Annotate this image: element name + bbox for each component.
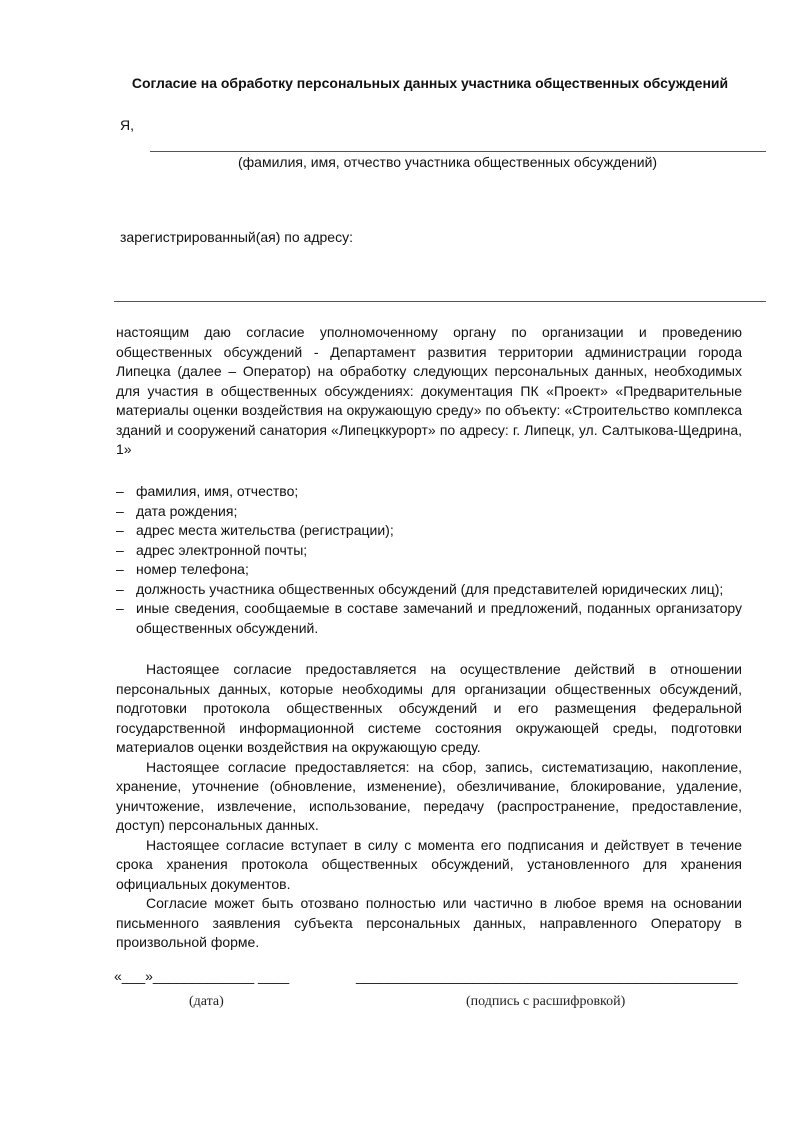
list-item-text: фамилия, имя, отчество;	[136, 483, 299, 499]
list-dash: –	[116, 561, 124, 577]
fio-caption: (фамилия, имя, отчество участника общественных обсуждений)	[238, 154, 658, 170]
list-item-text: адрес электронной почты;	[136, 541, 308, 558]
list-item	[116, 599, 742, 638]
list-item	[116, 521, 742, 541]
paragraph-revocation: Согласие может быть отозвано полностью или частично в любое время на основании письменного заявления субъекта персональных данных, направленного Оператору в произвольной форме.	[116, 895, 742, 950]
list-dash: –	[116, 580, 124, 597]
terms-paragraphs	[116, 660, 742, 953]
list-item-text: дата рождения;	[136, 502, 238, 519]
list-item	[116, 482, 742, 502]
signature-caption: (подпись с расшифровкой)	[466, 994, 626, 1009]
list-dash: –	[116, 541, 124, 558]
paragraph-validity: Настоящее согласие вступает в силу с момента его подписания и действует в течение срока хранения протокола общественных обсуждений, установленного для хранения официальных документов.	[116, 836, 742, 892]
list-item	[116, 502, 742, 522]
list-item	[116, 560, 742, 580]
list-item-text: должность участника общественных обсуждений (для представителей юридических лиц);	[136, 580, 724, 597]
list-dash: –	[116, 522, 124, 538]
address-line	[114, 301, 766, 302]
date-line: «___»_____________ ____	[114, 968, 290, 984]
personal-data-list	[116, 482, 742, 638]
list-item-text: номер телефона;	[136, 561, 249, 577]
paragraph-purpose: Настоящее согласие предоставляется на осуществление действий в отношении персональных данных, которые необходимы для организации общественных обсуждений, подготовки протокола общественных обсуждений и его размещения федеральной государственной информационной системе состояния окружающей среды, подготовки материалов оценки воздействия на окружающую среду.	[116, 661, 742, 755]
registered-address-label: зарегистрированный(ая) по адресу:	[120, 229, 353, 245]
fio-line	[150, 151, 766, 152]
ya-label: Я,	[120, 117, 134, 133]
signature-line: _________________________________________________	[356, 968, 738, 984]
list-dash: –	[116, 483, 124, 499]
document-title: Согласие на обработку персональных данных участника общественных обсуждений	[131, 75, 729, 91]
list-item-text: адрес места жительства (регистрации);	[136, 522, 394, 538]
list-item	[116, 580, 742, 600]
list-dash: –	[116, 502, 124, 519]
list-dash: –	[116, 600, 124, 616]
list-item	[116, 541, 742, 561]
list-item-text: иные сведения, сообщаемые в составе замечаний и предложений, поданных организатору общественных обсуждений.	[136, 600, 742, 636]
paragraph-actions: Настоящее согласие предоставляется: на сбор, запись, систематизацию, накопление, хранение, уточнение (обновление, изменение), обезличивание, блокирование, удаление, уничтожение, извлечение, использование, передачу (распространение, предоставление, доступ) персональных данных.	[116, 758, 742, 833]
consent-paragraph: настоящим даю согласие уполномоченному органу по организации и проведению общественных обсуждений - Департамент развития территории администрации города Липецка (далее – Оператор) на обработку следующих персональных данных, необходимых для участия в общественных обсуждениях: документация ПК «Проект» «Предварительные материалы оценки воздействия на окружающую среду» по объекту: «Строительство комплекса зданий и сооружений санатория «Липецккурорт» по адресу: г. Липецк, ул. Салтыкова-Щедрина, 1»	[116, 324, 742, 457]
date-caption: (дата)	[189, 994, 224, 1009]
